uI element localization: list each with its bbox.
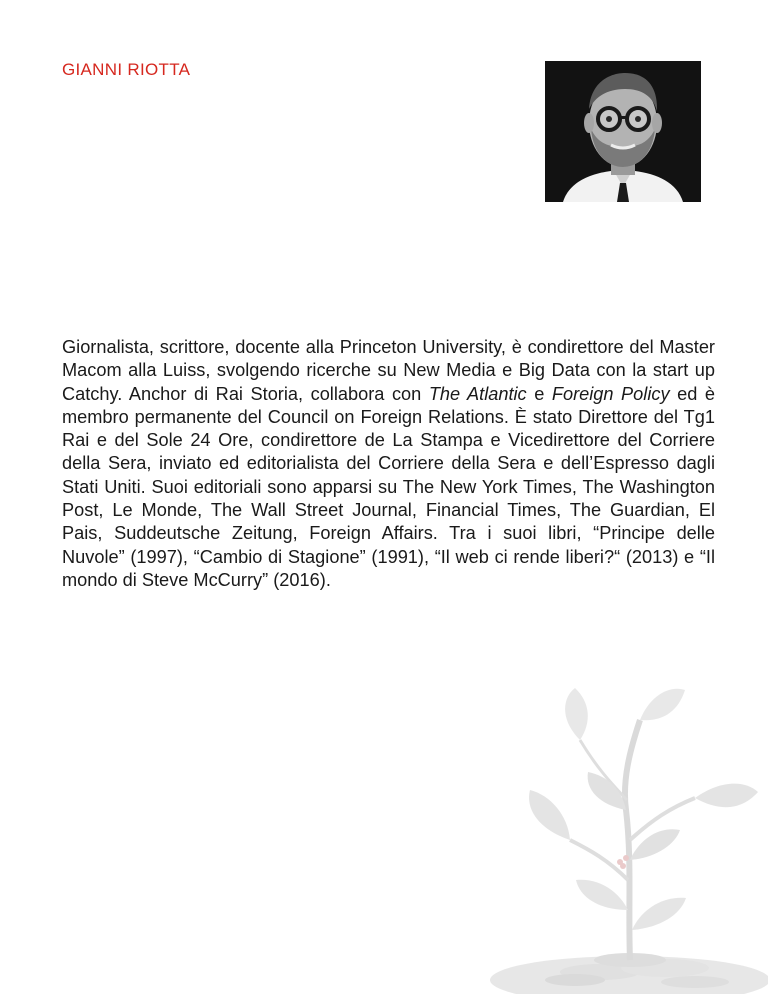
bio-italic-the-atlantic: The Atlantic: [428, 383, 527, 404]
bio-part-2: e: [526, 383, 552, 404]
bio-part-3: ed è membro permanente del Council on Foreign Relations. È stato Direttore del Tg1 Rai e del Sole 24 Ore, condirettore de La Stampa e Vicedirettore del Corriere della Sera, inviato ed editorialista del Corriere della Sera e dell’Espresso dagli Stati Uniti. Suoi editoriali sono apparsi su The New York Times, The Washington Post, Le Monde, The Wall Street Journal, Financial Times, The Guardian, El Pais, Suddeutsche Zeitung, Foreign Affairs. Tra i suoi libri, “Principe delle Nuvole” (1997), “Cambio di Stagione” (1991), “Il web ci rende liberi?“ (2013) e “Il mondo di Steve McCurry” (2016).: [62, 383, 715, 590]
biography-text: [62, 336, 715, 592]
author-portrait: [545, 61, 701, 202]
bio-italic-foreign-policy: Foreign Policy: [551, 383, 670, 404]
bio-part-1: Giornalista, scrittore, docente alla Princeton University, è condirettore del Master Macom alla Luiss, svolgendo ricerche su New Media e Big Data con la start up Catchy. Anchor di Rai Storia, collabora con: [62, 337, 715, 404]
plant-sprout-watermark-icon: [480, 680, 768, 994]
author-name: GIANNI RIOTTA: [62, 60, 191, 79]
